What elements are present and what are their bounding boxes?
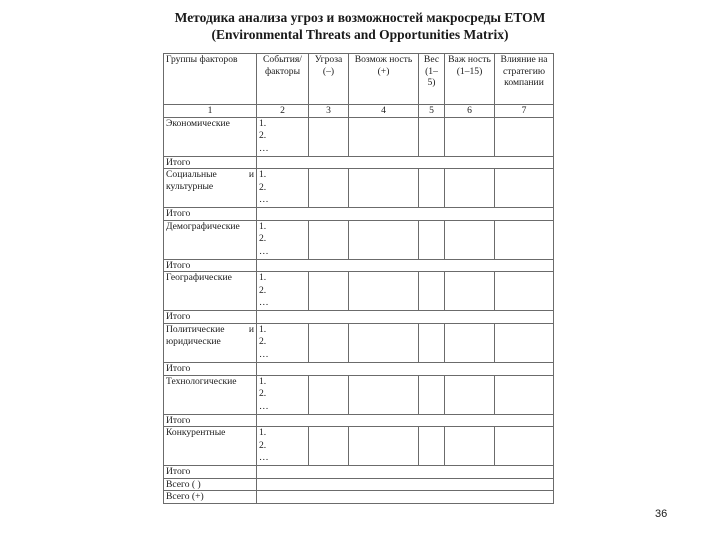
summary-row bbox=[164, 478, 554, 491]
event-list bbox=[257, 220, 309, 259]
empty-cell bbox=[445, 220, 495, 259]
empty-cell bbox=[419, 375, 445, 414]
total-row bbox=[164, 466, 554, 479]
column-number: 3 bbox=[309, 105, 349, 118]
event-item: 1. bbox=[259, 117, 267, 129]
column-number: 1 bbox=[164, 105, 257, 118]
empty-cell bbox=[349, 220, 419, 259]
table-body bbox=[164, 117, 554, 503]
header-importance: Важ ность (1–15) bbox=[445, 54, 495, 105]
group-row bbox=[164, 375, 554, 414]
factor-group-name: Политические и юридические bbox=[164, 323, 257, 362]
empty-cell bbox=[349, 117, 419, 156]
total-span-cell bbox=[257, 259, 554, 272]
empty-cell bbox=[419, 427, 445, 466]
total-row bbox=[164, 156, 554, 169]
event-item: 2. bbox=[259, 388, 267, 400]
group-row bbox=[164, 272, 554, 311]
header-factor-groups: Группы факторов bbox=[164, 54, 257, 105]
slide-title bbox=[120, 9, 600, 43]
page-number: 36 bbox=[655, 508, 668, 520]
empty-cell bbox=[309, 169, 349, 208]
event-item: 1. bbox=[259, 323, 267, 335]
group-row bbox=[164, 220, 554, 259]
factor-group-name: Социальные и культурные bbox=[164, 169, 257, 208]
total-label: Итого bbox=[164, 414, 257, 427]
total-row bbox=[164, 208, 554, 221]
factor-group-name: Конкурентные bbox=[164, 427, 257, 466]
total-span-cell bbox=[257, 156, 554, 169]
event-item: 2. bbox=[259, 233, 267, 245]
column-number: 4 bbox=[349, 105, 419, 118]
event-item: 1. bbox=[259, 169, 267, 181]
empty-cell bbox=[495, 323, 554, 362]
event-item: … bbox=[259, 142, 269, 154]
group-row bbox=[164, 323, 554, 362]
column-number: 5 bbox=[419, 105, 445, 118]
summary-span-cell bbox=[257, 478, 554, 491]
total-span-cell bbox=[257, 362, 554, 375]
event-item: … bbox=[259, 245, 269, 257]
empty-cell bbox=[419, 272, 445, 311]
empty-cell bbox=[495, 117, 554, 156]
empty-cell bbox=[445, 272, 495, 311]
factor-group-name: Экономические bbox=[164, 117, 257, 156]
etom-matrix-table bbox=[163, 53, 554, 504]
event-item: 2. bbox=[259, 439, 267, 451]
header-impact: Влияние на стратегию компании bbox=[495, 54, 554, 105]
header-opportunity: Возмож ность (+) bbox=[349, 54, 419, 105]
event-item: … bbox=[259, 400, 269, 412]
group-row bbox=[164, 427, 554, 466]
empty-cell bbox=[349, 375, 419, 414]
column-number: 6 bbox=[445, 105, 495, 118]
event-item: 1. bbox=[259, 220, 267, 232]
event-item: … bbox=[259, 348, 269, 360]
total-label: Итого bbox=[164, 259, 257, 272]
empty-cell bbox=[309, 220, 349, 259]
empty-cell bbox=[349, 427, 419, 466]
empty-cell bbox=[419, 323, 445, 362]
event-list bbox=[257, 375, 309, 414]
header-weight: Вес (1– 5) bbox=[419, 54, 445, 105]
total-row bbox=[164, 414, 554, 427]
empty-cell bbox=[445, 375, 495, 414]
event-list bbox=[257, 117, 309, 156]
total-label: Итого bbox=[164, 311, 257, 324]
group-row bbox=[164, 117, 554, 156]
total-span-cell bbox=[257, 208, 554, 221]
empty-cell bbox=[309, 117, 349, 156]
factor-group-name: Географические bbox=[164, 272, 257, 311]
total-row bbox=[164, 362, 554, 375]
empty-cell bbox=[495, 272, 554, 311]
empty-cell bbox=[419, 117, 445, 156]
total-label: Итого bbox=[164, 208, 257, 221]
factor-group-name: Технологические bbox=[164, 375, 257, 414]
event-item: 2. bbox=[259, 181, 267, 193]
total-label: Итого bbox=[164, 466, 257, 479]
summary-span-cell bbox=[257, 491, 554, 504]
empty-cell bbox=[445, 117, 495, 156]
empty-cell bbox=[309, 427, 349, 466]
empty-cell bbox=[419, 169, 445, 208]
summary-label: Всего (+) bbox=[164, 491, 257, 504]
event-list bbox=[257, 169, 309, 208]
total-span-cell bbox=[257, 311, 554, 324]
event-list bbox=[257, 427, 309, 466]
total-label: Итого bbox=[164, 362, 257, 375]
column-number: 7 bbox=[495, 105, 554, 118]
empty-cell bbox=[495, 375, 554, 414]
empty-cell bbox=[309, 323, 349, 362]
event-item: 1. bbox=[259, 427, 267, 439]
event-item: … bbox=[259, 194, 269, 206]
group-row bbox=[164, 169, 554, 208]
empty-cell bbox=[309, 272, 349, 311]
event-item: 2. bbox=[259, 284, 267, 296]
header-events: События/ факторы bbox=[257, 54, 309, 105]
event-item: … bbox=[259, 297, 269, 309]
summary-label: Всего ( ) bbox=[164, 478, 257, 491]
column-number-row bbox=[164, 105, 554, 118]
event-list bbox=[257, 323, 309, 362]
total-row bbox=[164, 259, 554, 272]
title-line-2: (Environmental Threats and Opportunities Matrix) bbox=[211, 27, 509, 42]
total-label: Итого bbox=[164, 156, 257, 169]
empty-cell bbox=[495, 427, 554, 466]
title-line-1: Методика анализа угроз и возможностей макросреды ETOM bbox=[174, 10, 546, 25]
header-row bbox=[164, 54, 554, 105]
column-number: 2 bbox=[257, 105, 309, 118]
header-threat: Угроза (–) bbox=[309, 54, 349, 105]
empty-cell bbox=[445, 427, 495, 466]
empty-cell bbox=[419, 220, 445, 259]
event-list bbox=[257, 272, 309, 311]
total-span-cell bbox=[257, 414, 554, 427]
total-row bbox=[164, 311, 554, 324]
empty-cell bbox=[349, 272, 419, 311]
event-item: … bbox=[259, 452, 269, 464]
empty-cell bbox=[349, 323, 419, 362]
empty-cell bbox=[495, 220, 554, 259]
empty-cell bbox=[309, 375, 349, 414]
event-item: 1. bbox=[259, 272, 267, 284]
event-item: 1. bbox=[259, 375, 267, 387]
summary-row bbox=[164, 491, 554, 504]
event-item: 2. bbox=[259, 336, 267, 348]
empty-cell bbox=[445, 323, 495, 362]
total-span-cell bbox=[257, 466, 554, 479]
empty-cell bbox=[349, 169, 419, 208]
factor-group-name: Демографические bbox=[164, 220, 257, 259]
empty-cell bbox=[495, 169, 554, 208]
event-item: 2. bbox=[259, 130, 267, 142]
empty-cell bbox=[445, 169, 495, 208]
